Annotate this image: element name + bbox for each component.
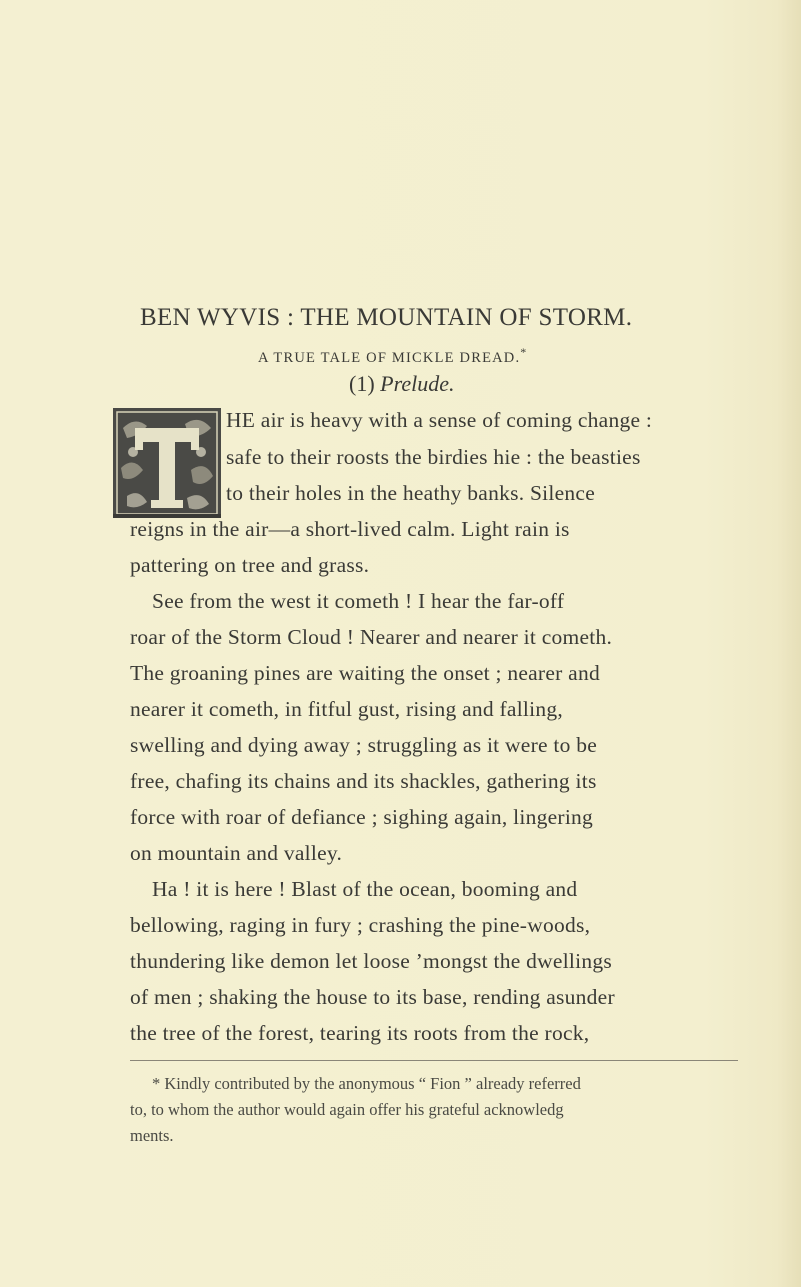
subtitle-text: A TRUE TALE OF MICKLE DREAD. [258, 349, 521, 366]
footnote-line: to, to whom the author would again offer his grateful acknowledg [130, 1100, 564, 1119]
page-title: BEN WYVIS : THE MOUNTAIN OF STORM. [140, 304, 633, 331]
body-line: on mountain and valley. [130, 841, 343, 865]
body-line: The groaning pines are waiting the onset ; nearer and [130, 661, 600, 685]
body-line: the tree of the forest, tearing its roots from the rock, [130, 1021, 590, 1045]
body-line: pattering on tree and grass. [130, 553, 370, 577]
body-line: safe to their roosts the birdies hie : the beasties [226, 445, 641, 469]
body-line: HE air is heavy with a sense of coming change : [226, 408, 653, 432]
page-subtitle [258, 345, 528, 367]
body-line: nearer it cometh, in fitful gust, rising and falling, [130, 697, 563, 721]
footnote-line: * Kindly contributed by the anonymous “ Fion ” already referred [152, 1074, 581, 1093]
body-line: of men ; shaking the house to its base, rending asunder [130, 985, 615, 1009]
body-line: thundering like demon let loose ’mongst the dwellings [130, 949, 612, 973]
footnote-line: ments. [130, 1126, 174, 1145]
section-heading [349, 371, 454, 397]
body-line: bellowing, raging in fury ; crashing the pine-woods, [130, 913, 591, 937]
section-name: Prelude. [380, 371, 455, 396]
ornate-initial-t-icon [113, 408, 221, 518]
body-line: reigns in the air—a short-lived calm. Light rain is [130, 517, 570, 541]
body-line: force with roar of defiance ; sighing again, lingering [130, 805, 594, 829]
body-line: free, chafing its chains and its shackles, gathering its [130, 769, 597, 793]
body-line: to their holes in the heathy banks. Silence [226, 481, 595, 505]
body-line: roar of the Storm Cloud ! Nearer and nearer it cometh. [130, 625, 613, 649]
body-line: Ha ! it is here ! Blast of the ocean, booming and [152, 877, 578, 901]
body-line: See from the west it cometh ! I hear the far-off [152, 589, 565, 613]
body-line: swelling and dying away ; struggling as it were to be [130, 733, 598, 757]
footnote-marker: * [520, 345, 528, 359]
section-number: (1) [349, 371, 375, 396]
footnote-rule [130, 1060, 738, 1061]
